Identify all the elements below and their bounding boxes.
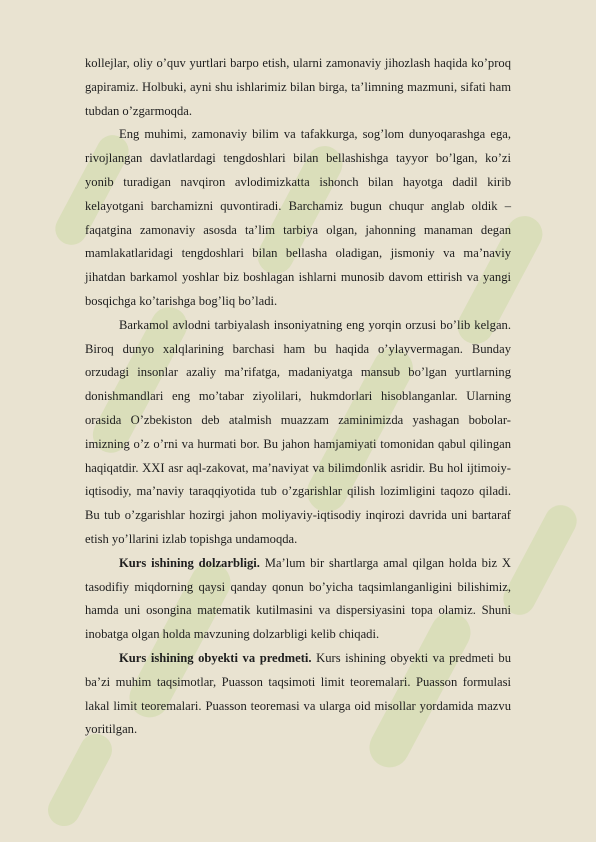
paragraph-3-text: Barkamol avlodni tarbiyalash insoniyatning eng yorqin orzusi bo’lib kelgan. Biroq dunyo xalqlarining barchasi ham bu haqida o’ylayvermagan. Bunday orzudagi insonlar azaliy ma’rifatga, madaniyatga mansub bo’lgan yurtlarning donishmandlari eng mo’tabar ziyolilari, hukmdorlari hisoblanganlar. Ularning orasida O’zbekiston deb atalmish muazzam zaminimizda yashagan bobolar-imizning o’z o’rni va hurmati bor. Bu jahon hamjamiyati tomonidan qabul qilingan haqiqatdir. XXI asr aql-zakovat, ma’naviyat va bilimdonlik asridir. Bu hol ijtimoiy-iqtisodiy, ma’naviy taraqqiyotida tub o’zgarishlar qilish lozimligini taqozo qiladi. Bu tub o’zgarishlar hozirgi jahon moliyaviy-iqtisodiy inqirozi davrida uni bartaraf etish yo’llarini izlab topishga undamoqda. <box>85 317 511 546</box>
paragraph-5-text: Kurs ishining obyekti va predmeti bu ba’zi muhim taqsimotlar, Puasson taqsimoti limit teoremalari. Puasson formulasi lakal limit teoremalari. Puasson teoremasi va ularga oid misollar yordamida mazvu yoritilgan. <box>85 650 511 737</box>
paragraph-5-bold: Kurs ishining obyekti va predmeti. <box>119 650 312 665</box>
paragraph-3 <box>85 314 511 552</box>
paragraph-5 <box>85 647 511 742</box>
paragraph-2 <box>85 123 511 313</box>
paragraph-4 <box>85 552 511 647</box>
paragraph-4-bold: Kurs ishining dolzarbligi. <box>119 555 260 570</box>
body-text <box>85 52 511 742</box>
paragraph-1-text: kollejlar, oliy o’quv yurtlari barpo etish, ularni zamonaviy jihozlash haqida ko’proq gapiramiz. Holbuki, ayni shu ishlarimiz bilan birga, ta’limning mazmuni, sifati ham tubdan o’zgarmoqda. <box>85 56 511 118</box>
paragraph-2-text: Eng muhimi, zamonaviy bilim va tafakkurga, sog’lom dunyoqarashga ega, rivojlangan davlatlardagi tengdoshlari bilan bellashishga tayyor bo’lgan, ko’zi yonib turadigan navqiron avlodimizkatta ishonch bilan hayotga dadil kirib kelayotgani barchamizni quvontiradi. Barchamiz bugun chuqur anglab oldik – faqatgina zamonaviy asosda ta’lim tarbiya olgan, jahonning manaman degan mamlakatlaridagi tengdoshlari bilan bellasha oladigan, jismoniy va ma’naviy jihatdan barkamol yoshlar biz boshlagan ishlarni munosib davom ettirish va yangi bosqichga ko’tarishga bog’liq bo’ladi. <box>85 127 511 308</box>
paragraph-1 <box>85 52 511 123</box>
paragraph-4-text: Ma’lum bir shartlarga amal qilgan holda biz X tasodifiy miqdorning qaysi qanday qonun bo’yicha taqsimlanganligini bilishimiz, hamda uni osongina matematik kutilmasini va dispersiyasini topa olamiz. Shuni inobatga olgan holda mavzuning dolzarbligi kelib chiqadi. <box>85 555 511 642</box>
